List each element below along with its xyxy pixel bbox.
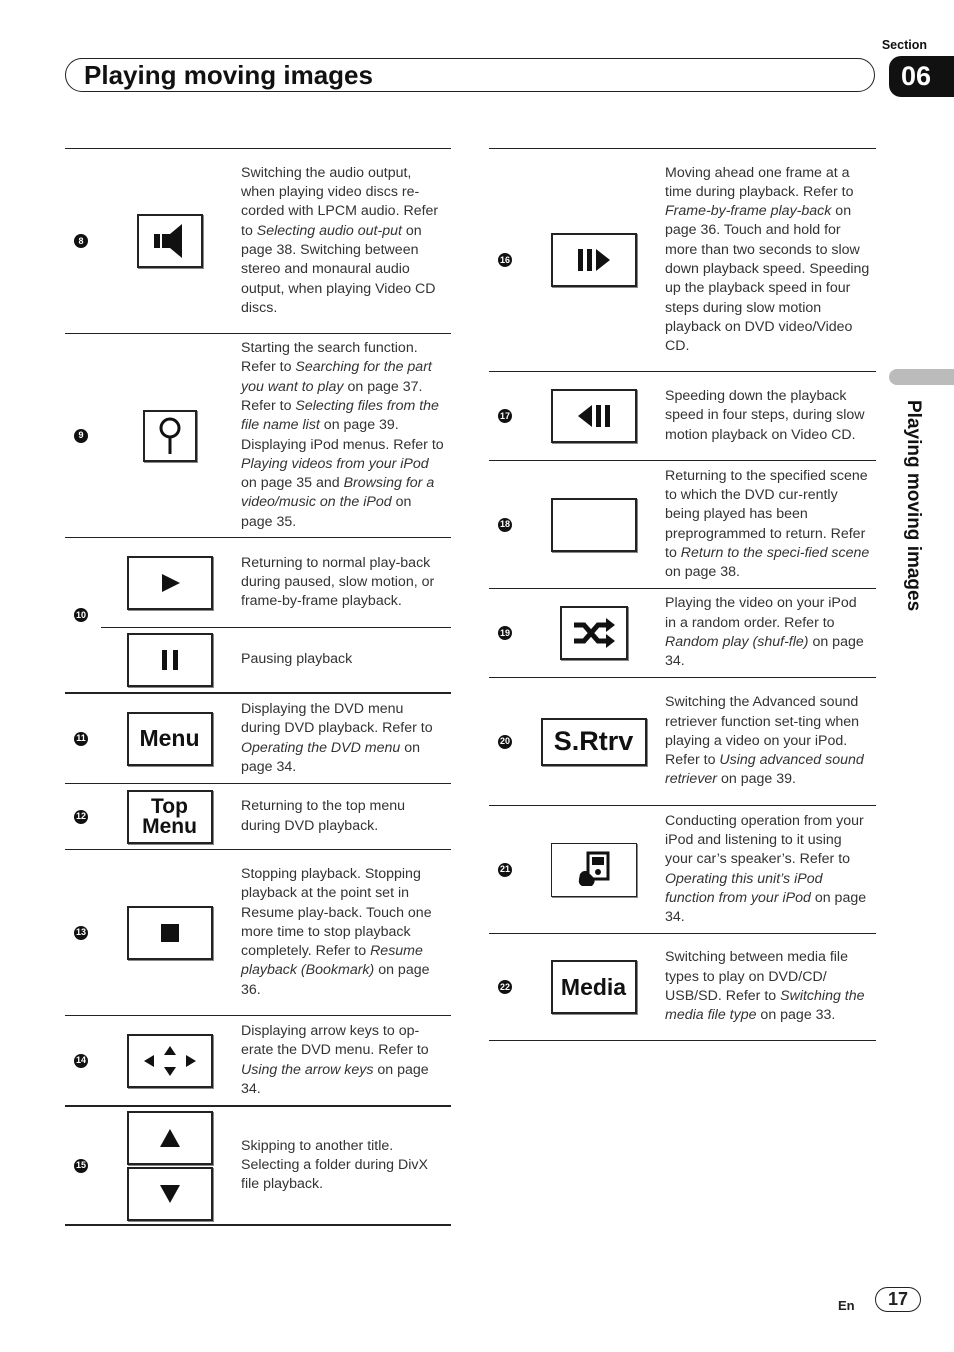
side-title: Playing moving images <box>903 400 924 612</box>
description-text: on page 39. <box>717 771 796 788</box>
row-description <box>238 793 451 840</box>
slow-reverse-icon[interactable] <box>551 389 637 443</box>
row-description <box>238 1133 451 1199</box>
description-text: Refer to <box>241 359 296 376</box>
srtrv-button-label: S.Rtrv <box>553 726 634 756</box>
description-text: on page 36. <box>665 203 852 239</box>
pause-icon[interactable] <box>127 633 213 687</box>
description-text: Switching the Advanced sound retriever function set-ting when playing a video on your iPod. <box>665 694 859 749</box>
description-text: Speeding down the playback speed in four steps, during slow motion playback on Video CD. <box>665 388 865 443</box>
row-number: 14 <box>74 1054 88 1068</box>
description-text: Returning to the top menu during DVD playback. <box>241 798 406 834</box>
description-text: Starting the search function. <box>241 340 418 357</box>
frame-advance-icon[interactable] <box>551 233 637 287</box>
media-button-label: Media <box>560 973 627 1000</box>
row-number: 10 <box>74 608 88 622</box>
description-text: Touch one more time to stop playback completely. <box>241 904 432 960</box>
reference-title: Selecting files from the file name list <box>241 397 439 434</box>
row-number: 16 <box>498 253 512 267</box>
row-number: 13 <box>74 926 88 940</box>
reference-title: Playing videos from your iPod <box>241 455 429 472</box>
description-text: on page 37. <box>343 378 423 395</box>
description-text: Refer to <box>799 183 854 200</box>
description-text: on page 39. <box>319 417 399 434</box>
left-column <box>65 148 451 1226</box>
row-number: 8 <box>74 234 88 248</box>
side-tab-marker <box>889 369 954 385</box>
row-description <box>238 160 451 322</box>
description-text: on page 34. <box>665 889 867 926</box>
description-text: Returning to normal play-back during paused, slow motion, or frame-by-frame playback. <box>241 554 435 610</box>
description-text: Stopping playback at the point set in Resume play-back. <box>241 865 421 921</box>
table-row <box>65 850 451 1016</box>
up-arrow-icon[interactable] <box>127 1111 213 1165</box>
table-row <box>65 148 451 334</box>
description-text: Refer to <box>374 1042 429 1059</box>
description-text: Moving ahead one frame at a time during playback. <box>665 164 850 200</box>
description-text: on page 33. <box>756 1007 836 1024</box>
description-text: Refer to <box>378 720 433 737</box>
row-description <box>238 861 451 1004</box>
row-number: 21 <box>498 863 512 877</box>
menu-button-label: Menu <box>139 725 200 751</box>
row-description <box>662 383 876 449</box>
table-row <box>489 806 876 934</box>
reference-title: Using advanced sound retriever <box>665 752 864 788</box>
row-description <box>662 689 876 793</box>
table-row <box>65 538 451 694</box>
description-text: Refer to <box>389 436 444 453</box>
description-text: on page 38. <box>241 222 422 258</box>
footer-language: En <box>838 1298 855 1313</box>
description-text: Playing the video on your iPod in a random order. <box>665 595 857 631</box>
srtrv-button-icon[interactable] <box>541 718 647 766</box>
description-text: Stopping playback. <box>241 865 361 882</box>
media-button-icon[interactable] <box>551 960 637 1014</box>
table-row <box>489 461 876 589</box>
description-text: Switching between stereo and monaural audio output, when playing Video CD discs. <box>241 242 436 316</box>
row-number: 19 <box>498 626 512 640</box>
table-row <box>65 1016 451 1107</box>
description-text: Refer to <box>241 397 296 414</box>
section-number: 06 <box>889 56 954 97</box>
description-text: Pausing playback <box>241 651 353 668</box>
reference-title: Return to the speci-fied scene <box>680 544 870 561</box>
table-row <box>65 694 451 784</box>
row-number: 22 <box>498 980 512 994</box>
table-row <box>489 148 876 372</box>
play-icon[interactable] <box>127 556 213 610</box>
description-text: Refer to <box>311 943 371 960</box>
table-row <box>489 372 876 461</box>
reference-title: Resume playback (Bookmark) <box>241 943 423 979</box>
reference-title: Using the arrow keys <box>241 1061 374 1078</box>
top-menu-label-menu: Menu <box>142 814 197 838</box>
description-text: on page 35 and <box>241 475 344 492</box>
top-menu-button-icon[interactable] <box>127 790 213 844</box>
row-description <box>238 550 451 616</box>
description-text: Refer to <box>795 851 851 868</box>
row-description <box>238 335 451 536</box>
row-description <box>662 808 876 932</box>
stop-icon[interactable] <box>127 906 213 960</box>
description-text: Skipping to another title. <box>241 1137 394 1154</box>
page-title-bar <box>65 58 875 92</box>
description-text: on page 34. <box>241 1061 429 1097</box>
right-column <box>489 148 876 1041</box>
section-label: Section <box>881 38 927 52</box>
reference-title: Frame-by-frame play-back <box>665 203 832 220</box>
table-row <box>65 1107 451 1226</box>
search-icon[interactable] <box>143 410 197 462</box>
row-description <box>662 590 876 675</box>
table-row <box>65 334 451 538</box>
description-text: on page 34. <box>241 739 421 775</box>
description-text: Refer to <box>721 988 781 1004</box>
description-text: Displaying iPod menus. <box>241 436 390 453</box>
row-description <box>238 696 451 781</box>
description-text: Touch and hold for more than two seconds to slow down playback speed. <box>665 222 860 277</box>
reference-title: Searching for the part you want to play <box>241 359 432 395</box>
row-number: 9 <box>74 429 88 443</box>
description-text: on page 34. <box>665 634 864 670</box>
description-text: Conducting operation from your iPod and listening to it using your car’s speaker’s. <box>665 812 864 868</box>
row-number: 15 <box>74 1159 88 1173</box>
reference-title: Selecting audio out-put <box>256 222 402 239</box>
ipod-control-icon[interactable] <box>551 843 637 897</box>
description-text: Displaying arrow keys to op-erate the DVD menu. <box>241 1022 420 1059</box>
description-text: Speeding up the playback speed in four steps during slow motion playback on DVD video/Video CD. <box>665 261 870 355</box>
description-text: Refer to <box>665 752 720 769</box>
reference-title: Operating this unit’s iPod function from your iPod <box>665 870 823 906</box>
reference-title: Operating the DVD menu <box>241 739 401 756</box>
row-number: 11 <box>74 732 88 746</box>
table-row <box>489 589 876 678</box>
description-text: Switching the audio output, when playing video discs re-corded with LPCM audio. <box>241 164 420 220</box>
arrow-keys-icon[interactable] <box>127 1034 213 1088</box>
description-text: Displaying the DVD menu during DVD playback. <box>241 700 404 737</box>
down-arrow-icon[interactable] <box>127 1167 213 1221</box>
row-description <box>662 463 876 587</box>
row-description <box>662 944 876 1029</box>
audio-output-icon[interactable] <box>137 214 203 268</box>
menu-button-icon[interactable] <box>127 712 213 766</box>
row-number: 12 <box>74 810 88 824</box>
page-title: Playing moving images <box>84 60 373 90</box>
description-text: Returning to the specified scene to which the DVD cur-rently being played has been preprogrammed to return. <box>665 467 868 542</box>
description-text: Switching between media file types to play on DVD/CD/ USB/SD. <box>665 949 848 1004</box>
row-number: 17 <box>498 409 512 423</box>
return-blank-icon[interactable] <box>551 498 637 552</box>
table-row <box>489 678 876 806</box>
description-text: on page 38. <box>665 564 740 581</box>
row-description <box>238 646 451 673</box>
table-row <box>65 784 451 850</box>
row-description <box>662 160 876 361</box>
page-number: 17 <box>875 1287 921 1312</box>
description-text: Refer to <box>780 614 835 631</box>
description-text: on page 36. <box>241 962 430 998</box>
table-row <box>489 934 876 1041</box>
description-text: Selecting a folder during DivX file playback. <box>241 1156 428 1193</box>
description-text: Refer to <box>665 525 866 561</box>
row-number: 20 <box>498 735 512 749</box>
top-menu-label-top: Top <box>151 794 188 818</box>
row-number: 18 <box>498 518 512 532</box>
row-description <box>238 1018 451 1103</box>
reference-title: Browsing for a video/music on the iPod <box>241 475 435 511</box>
reference-title: Switching the media file type <box>665 988 865 1024</box>
shuffle-icon[interactable] <box>560 606 628 660</box>
description-text: on page 35. <box>241 494 412 530</box>
description-text: Refer to <box>241 203 439 239</box>
reference-title: Random play (shuf-fle) <box>665 634 809 650</box>
